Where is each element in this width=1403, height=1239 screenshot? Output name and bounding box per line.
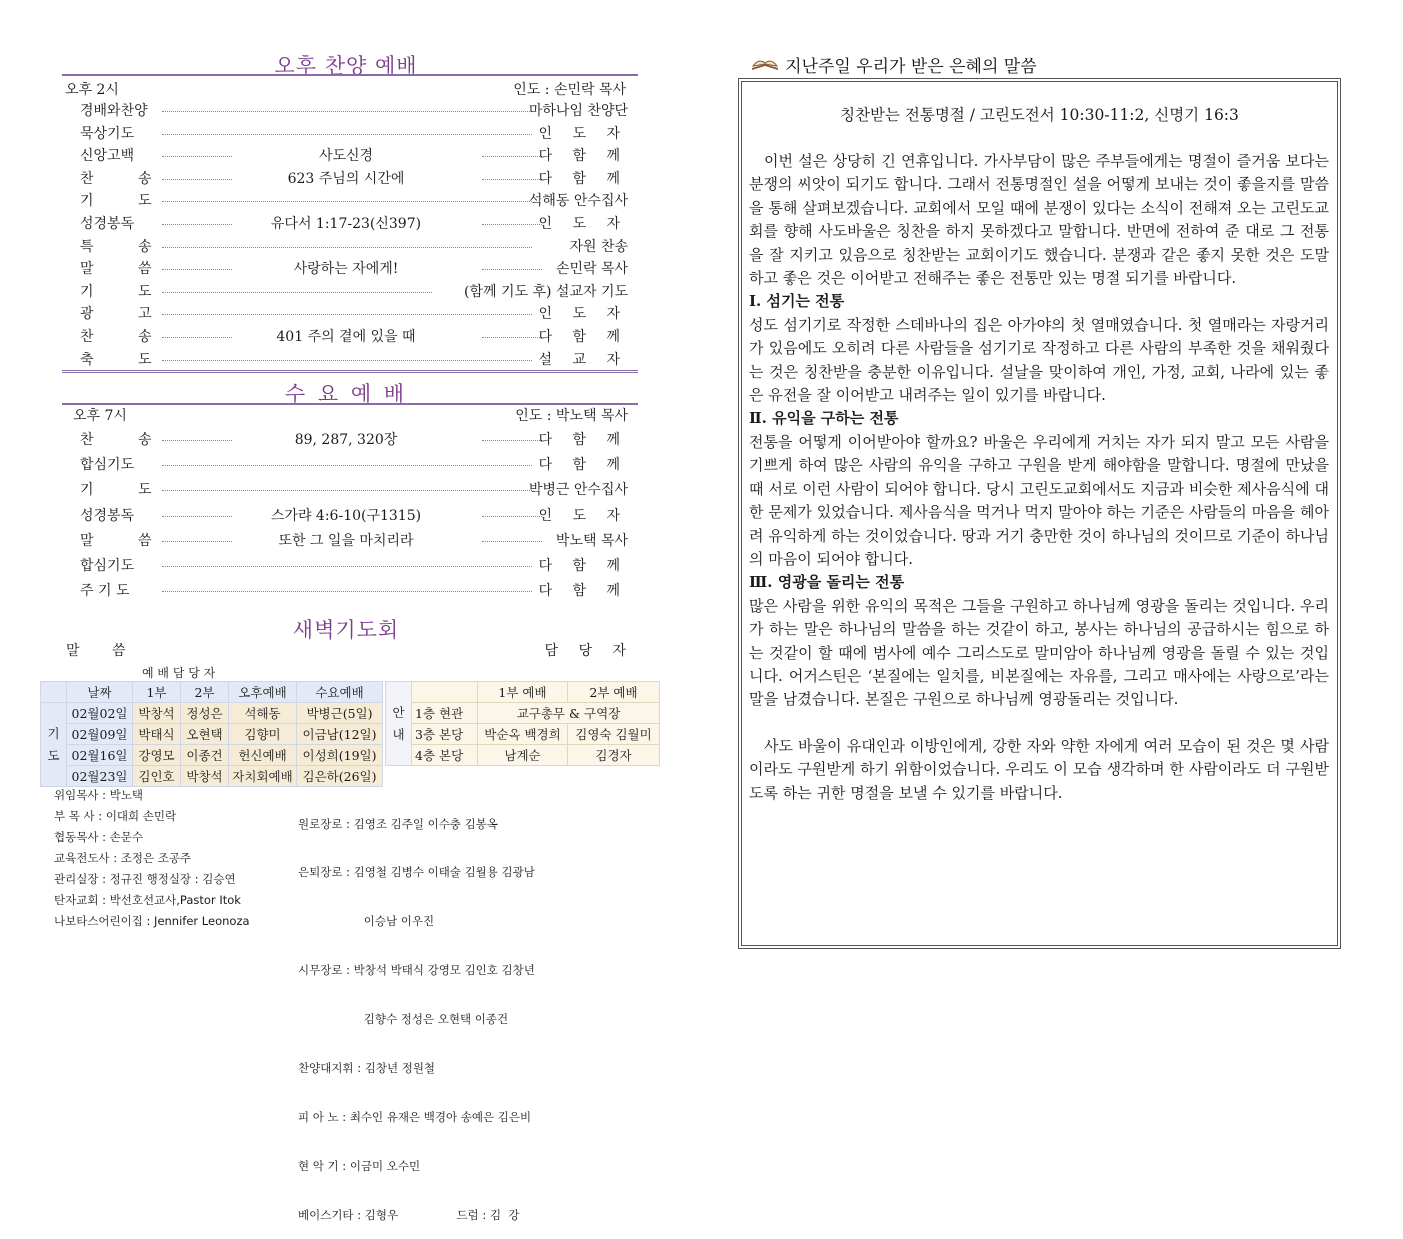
sermon-title: 칭찬받는 전통명절 / 고린도전서 10:30-11:2, 신명기 16:3	[840, 106, 1239, 124]
staff-line: 탄자교회 : 박선호선교사,Pastor Itok	[54, 893, 241, 907]
service-item-leader: 다 함 께	[538, 432, 628, 448]
staff-line: 은퇴장로 : 김영철 김병수 이태술 김월용 김광남	[298, 865, 535, 880]
schedule-header-row	[41, 682, 383, 703]
service-item-leader: 마하나임 찬양단	[528, 103, 628, 119]
staff-line: 교육전도사 : 조정은 조공주	[54, 851, 192, 865]
service-item-row	[62, 477, 630, 500]
schedule-cell: 석해동	[229, 703, 297, 724]
guide-header-row	[386, 682, 660, 703]
table-row	[386, 703, 660, 724]
service-item-leader: 다 함 께	[538, 457, 628, 474]
service-item-leader: 손민락 목사	[555, 261, 628, 278]
schedule-cell: 헌신예배	[229, 745, 297, 766]
staff-line: 위임목사 : 박노택	[54, 788, 143, 802]
staff-line: 이승남 이우진	[298, 914, 435, 929]
guide-side-label: 안 내	[386, 682, 412, 766]
wednesday-service-title: 수 요 예 배	[284, 382, 408, 406]
afternoon-bottom-rule	[62, 370, 638, 373]
leader-dots	[162, 292, 432, 293]
service-item-label: 찬 송	[80, 432, 172, 448]
guide-place: 3층 본당	[412, 724, 478, 745]
staff-line: 베이스기타 : 김형우 드럼 : 김 강	[298, 1207, 520, 1222]
service-item-label: 주 기 도	[80, 583, 130, 600]
leader-dots	[482, 337, 542, 338]
service-item-row	[62, 452, 630, 475]
schedule-cell: 박병근(5일)	[297, 703, 383, 724]
service-item-label: 합심기도	[80, 457, 135, 474]
service-item-label: 말 씀	[80, 261, 172, 278]
service-item-label: 성경봉독	[80, 507, 135, 524]
staff-line: 원로장로 : 김영조 김주일 이수충 김봉옥	[298, 816, 498, 831]
service-item-leader: 박노택 목사	[555, 532, 628, 549]
schedule-cell: 김은하(26일)	[297, 766, 383, 787]
guide-place: 1층 현관	[412, 703, 478, 724]
service-item-row	[62, 324, 630, 347]
service-item-detail: 401 주의 곁에 있을 때	[276, 329, 416, 345]
staff-line: 김향수 정성은 오현택 이종건	[298, 1012, 509, 1027]
dawn-charge-label: 담 당 자	[544, 643, 634, 659]
service-item-row	[62, 143, 630, 166]
leader-dots	[482, 156, 542, 157]
service-item-label: 특 송	[80, 238, 172, 255]
schedule-header-cell: 수요예배	[297, 682, 383, 703]
service-item-leader: 인 도 자	[538, 216, 628, 232]
dawn-word-label: 말 씀	[66, 643, 140, 659]
staff-line: 관리실장 : 정규진 행정실장 : 김승연	[54, 872, 236, 886]
service-item-row	[62, 347, 630, 370]
leader-dots	[162, 360, 532, 361]
leader-dots	[482, 541, 542, 542]
service-item-detail: 스가랴 4:6-10(구1315)	[270, 507, 422, 524]
staff-line: 부 목 사 : 이대희 손민락	[54, 809, 177, 823]
service-item-leader: 다 함 께	[538, 170, 628, 187]
service-item-label: 기 도	[80, 482, 172, 499]
service-item-row	[62, 234, 630, 257]
sermon-intro: 이번 설은 상당히 긴 연휴입니다. 가사부담이 많은 주부들에게는 명절이 즐거움 보다는 분쟁의 씨앗이 되기도 합니다. 그래서 전통명절인 설을 어떻게 보내는 것이 좋을지를 말씀을 통해 살펴보겠습니다. 교회에서 모일 때에 분쟁이 있다는 소식이 전해져 오는 고린도교회를 향해 사도바울은 칭찬을 하지 못하겠다고 말합니다. 반면에 전하여 준 대로 그 전통을 잘 지키고 있음으로 칭찬받는 교회이기도 했습니다. 분쟁과 같은 좋지 못한 것은 도말하고 좋은 것은 이어받고 전해주는 좋은 전통만 있는 명절 되기를 바랍니다.	[749, 152, 1329, 288]
schedule-date: 02월16일	[67, 745, 133, 766]
sermon-header	[750, 52, 1037, 77]
staff-line: 찬양대지휘 : 김창년 정원철	[298, 1061, 436, 1076]
service-item-row	[62, 211, 630, 234]
wednesday-leader: 인도 : 박노택 목사	[515, 408, 628, 424]
service-item-row	[62, 503, 630, 526]
schedule-cell: 정성은	[181, 703, 229, 724]
service-item-label: 성경봉독	[80, 216, 135, 232]
afternoon-title-rule	[62, 74, 638, 76]
service-item-row	[62, 98, 630, 121]
dawn-prayer-title: 새벽기도회	[292, 618, 400, 642]
sermon-section-heading: Ⅰ. 섬기는 전통	[749, 292, 845, 311]
service-item-row	[62, 166, 630, 189]
service-item-label: 기 도	[80, 283, 172, 300]
guide-cell: 박순옥 백경희	[478, 724, 568, 745]
leader-dots	[162, 566, 532, 567]
service-item-leader: 인 도 자	[538, 125, 628, 142]
sermon-header-title: 지난주일 우리가 받은 은혜의 말씀	[785, 57, 1037, 77]
schedule-side-label: 기 도	[41, 703, 67, 787]
schedule-date: 02월09일	[67, 724, 133, 745]
service-item-row	[62, 578, 630, 601]
service-item-label: 광 고	[80, 306, 172, 323]
leader-dots	[162, 201, 532, 202]
service-item-label: 경배와찬양	[80, 103, 148, 119]
staff-line: 현 악 기 : 이금미 오수민	[298, 1158, 421, 1173]
afternoon-leader: 인도 : 손민락 목사	[513, 82, 626, 98]
sermon-section-heading: Ⅲ. 영광을 돌리는 전통	[749, 573, 905, 592]
guide-cell: 김경자	[568, 745, 660, 766]
guide-corner	[412, 682, 478, 703]
service-item-label: 신앙고백	[80, 148, 135, 165]
service-item-label: 기 도	[80, 193, 172, 210]
service-item-leader: 자원 찬송	[569, 238, 628, 255]
guide-cell: 교구총무 & 구역장	[478, 703, 660, 724]
sermon-section-body: 많은 사람을 위한 유익의 목적은 그들을 구원하고 하나님께 영광을 돌리는 것입니다. 우리가 하는 말은 하나님의 말씀을 하는 것같이 하고, 봉사는 하나님의 공급하시는 힘으로 하는 것같이 할 때에 범사에 예수 그리스도로 말미암아 하나님께 영광을 돌릴 수 있는 것입니다. 어거스틴은 ‘본질에는 일치를, 비본질에는 자유를, 그리고 매사에는 사랑으로’라는 말을 남겼습니다. 본질은 구원으로 하나님께 영광돌리는 것입니다.	[749, 596, 1329, 709]
staff-line: 피 아 노 : 최수인 유재은 백경아 송예은 김은비	[298, 1109, 532, 1124]
service-item-detail: 사도신경	[318, 148, 374, 165]
service-item-leader: 다 함 께	[538, 329, 628, 345]
afternoon-time: 오후 2시	[65, 82, 119, 98]
table-row	[41, 724, 383, 745]
service-item-row	[62, 528, 630, 551]
service-item-detail: 또한 그 일을 마치리라	[278, 532, 414, 549]
schedule-corner	[41, 682, 67, 703]
service-item-label: 합심기도	[80, 558, 135, 574]
service-item-leader: 다 함 께	[538, 583, 628, 600]
schedule-caption: 예 배 담 당 자	[142, 666, 216, 680]
staff-list-left	[54, 785, 250, 932]
leader-dots	[162, 111, 532, 112]
schedule-header-cell: 오후예배	[229, 682, 297, 703]
staff-line: 시무장로 : 박창석 박태식 강영모 김인호 김창년	[298, 963, 535, 978]
service-item-detail: 사랑하는 자에게!	[293, 261, 399, 278]
service-item-leader: 다 함 께	[538, 558, 628, 574]
leader-dots	[162, 591, 532, 592]
guide-cell: 김영숙 김월미	[568, 724, 660, 745]
leader-dots	[482, 516, 542, 517]
worship-schedule-table	[40, 681, 383, 787]
sermon-section-heading: Ⅱ. 유익을 구하는 전통	[749, 409, 899, 428]
leader-dots	[482, 224, 542, 225]
leader-dots	[162, 490, 532, 491]
service-item-leader: 다 함 께	[538, 148, 628, 165]
staff-list-right	[298, 783, 535, 1239]
service-item-row	[62, 427, 630, 450]
guide-header-cell: 1부 예배	[478, 682, 568, 703]
schedule-cell: 이금남(12일)	[297, 724, 383, 745]
wednesday-time: 오후 7시	[73, 408, 127, 424]
open-book-icon	[750, 54, 780, 76]
service-item-leader: 인 도 자	[538, 507, 628, 524]
sermon-body	[749, 150, 1329, 805]
schedule-date: 02월23일	[67, 766, 133, 787]
schedule-cell: 박창석	[133, 703, 181, 724]
guide-header-cell: 2부 예배	[568, 682, 660, 703]
service-item-leader: 인 도 자	[538, 306, 628, 323]
schedule-cell: 박창석	[181, 766, 229, 787]
schedule-cell: 박태식	[133, 724, 181, 745]
service-item-leader: 설 교 자	[538, 351, 628, 368]
service-item-row	[62, 121, 630, 144]
schedule-cell: 이종건	[181, 745, 229, 766]
staff-line: 나보타스어린이집 : Jennifer Leonoza	[54, 914, 250, 928]
sermon-closing: 사도 바울이 유대인과 이방인에게, 강한 자와 약한 자에게 여러 모습이 된 것은 몇 사람이라도 구원받게 하기 위함이었습니다. 우리도 이 모습 생각하며 한 사람이라도 더 구원받도록 하는 귀한 명절을 보낼 수 있기를 바랍니다.	[749, 736, 1329, 802]
service-item-row	[62, 553, 630, 576]
sermon-section-body: 성도 섬기기로 작정한 스데바나의 집은 아가야의 첫 열매였습니다. 첫 열매라는 자랑거리가 있음에도 오히려 다른 사람들을 섬기기로 작정하고 다른 사람의 부족한 것을 채워줬다는 것은 칭찬받을 충분한 이유입니다. 설날을 맞이하여 개인, 가정, 교회, 나라에 있는 좋은 유전을 잘 이어받고 내려주는 일이 있기를 바랍니다.	[749, 315, 1329, 405]
service-item-detail: 89, 287, 320장	[294, 432, 398, 448]
leader-dots	[482, 440, 542, 441]
leader-dots	[482, 269, 542, 270]
guide-cell: 남계순	[478, 745, 568, 766]
service-item-label: 말 씀	[80, 532, 172, 549]
service-item-leader: (함께 기도 후) 설교자 기도	[464, 283, 628, 300]
guide-place: 4층 본당	[412, 745, 478, 766]
service-item-label: 묵상기도	[80, 125, 135, 142]
leader-dots	[162, 134, 532, 135]
service-item-row	[62, 279, 630, 302]
table-row	[41, 703, 383, 724]
staff-line: 협동목사 : 손문수	[54, 830, 143, 844]
schedule-date: 02월02일	[67, 703, 133, 724]
table-row	[386, 724, 660, 745]
usher-guide-table	[385, 681, 660, 766]
service-item-leader: 박병근 안수집사	[528, 482, 628, 499]
schedule-header-cell: 날짜	[67, 682, 133, 703]
table-row	[41, 745, 383, 766]
schedule-header-cell: 2부	[181, 682, 229, 703]
leader-dots	[162, 247, 532, 248]
service-item-row	[62, 256, 630, 279]
leader-dots	[162, 465, 532, 466]
service-item-row	[62, 188, 630, 211]
schedule-cell: 자치회예배	[229, 766, 297, 787]
schedule-cell: 이성희(19일)	[297, 745, 383, 766]
schedule-cell: 김인호	[133, 766, 181, 787]
leader-dots	[162, 314, 532, 315]
service-item-detail: 623 주님의 시간에	[287, 170, 405, 187]
service-item-label: 축 도	[80, 351, 172, 368]
sermon-section-body: 전통을 어떻게 이어받아야 할까요? 바울은 우리에게 거치는 자가 되지 말고 모든 사람을 기쁘게 하여 많은 사람의 유익을 구하고 구원을 받게 해야함을 말합니다. 명절에 만났을 때 서로 이런 사람이 되어야 합니다. 당시 고린도교회에서도 지금과 비슷한 제사음식에 대한 문제가 있었습니다. 제사음식을 먹거나 먹지 말아야 하는 기준은 사람들의 마음을 헤아려 유익하게 하는 것이었습니다. 땅과 거기 충만한 것이 하나님의 것이므로 기준이 하나님의 마음이 되어야 합니다.	[749, 432, 1329, 568]
schedule-cell: 김향미	[229, 724, 297, 745]
service-item-row	[62, 301, 630, 324]
service-item-label: 찬 송	[80, 329, 172, 345]
schedule-cell: 강영모	[133, 745, 181, 766]
service-item-detail: 유다서 1:17-23(신397)	[270, 216, 422, 232]
service-item-label: 찬 송	[80, 170, 172, 187]
schedule-cell: 오현택	[181, 724, 229, 745]
schedule-header-cell: 1부	[133, 682, 181, 703]
service-item-leader: 석해동 안수집사	[528, 193, 628, 210]
afternoon-service-title: 오후 찬양 예배	[274, 54, 418, 78]
leader-dots	[482, 179, 542, 180]
table-row	[386, 745, 660, 766]
